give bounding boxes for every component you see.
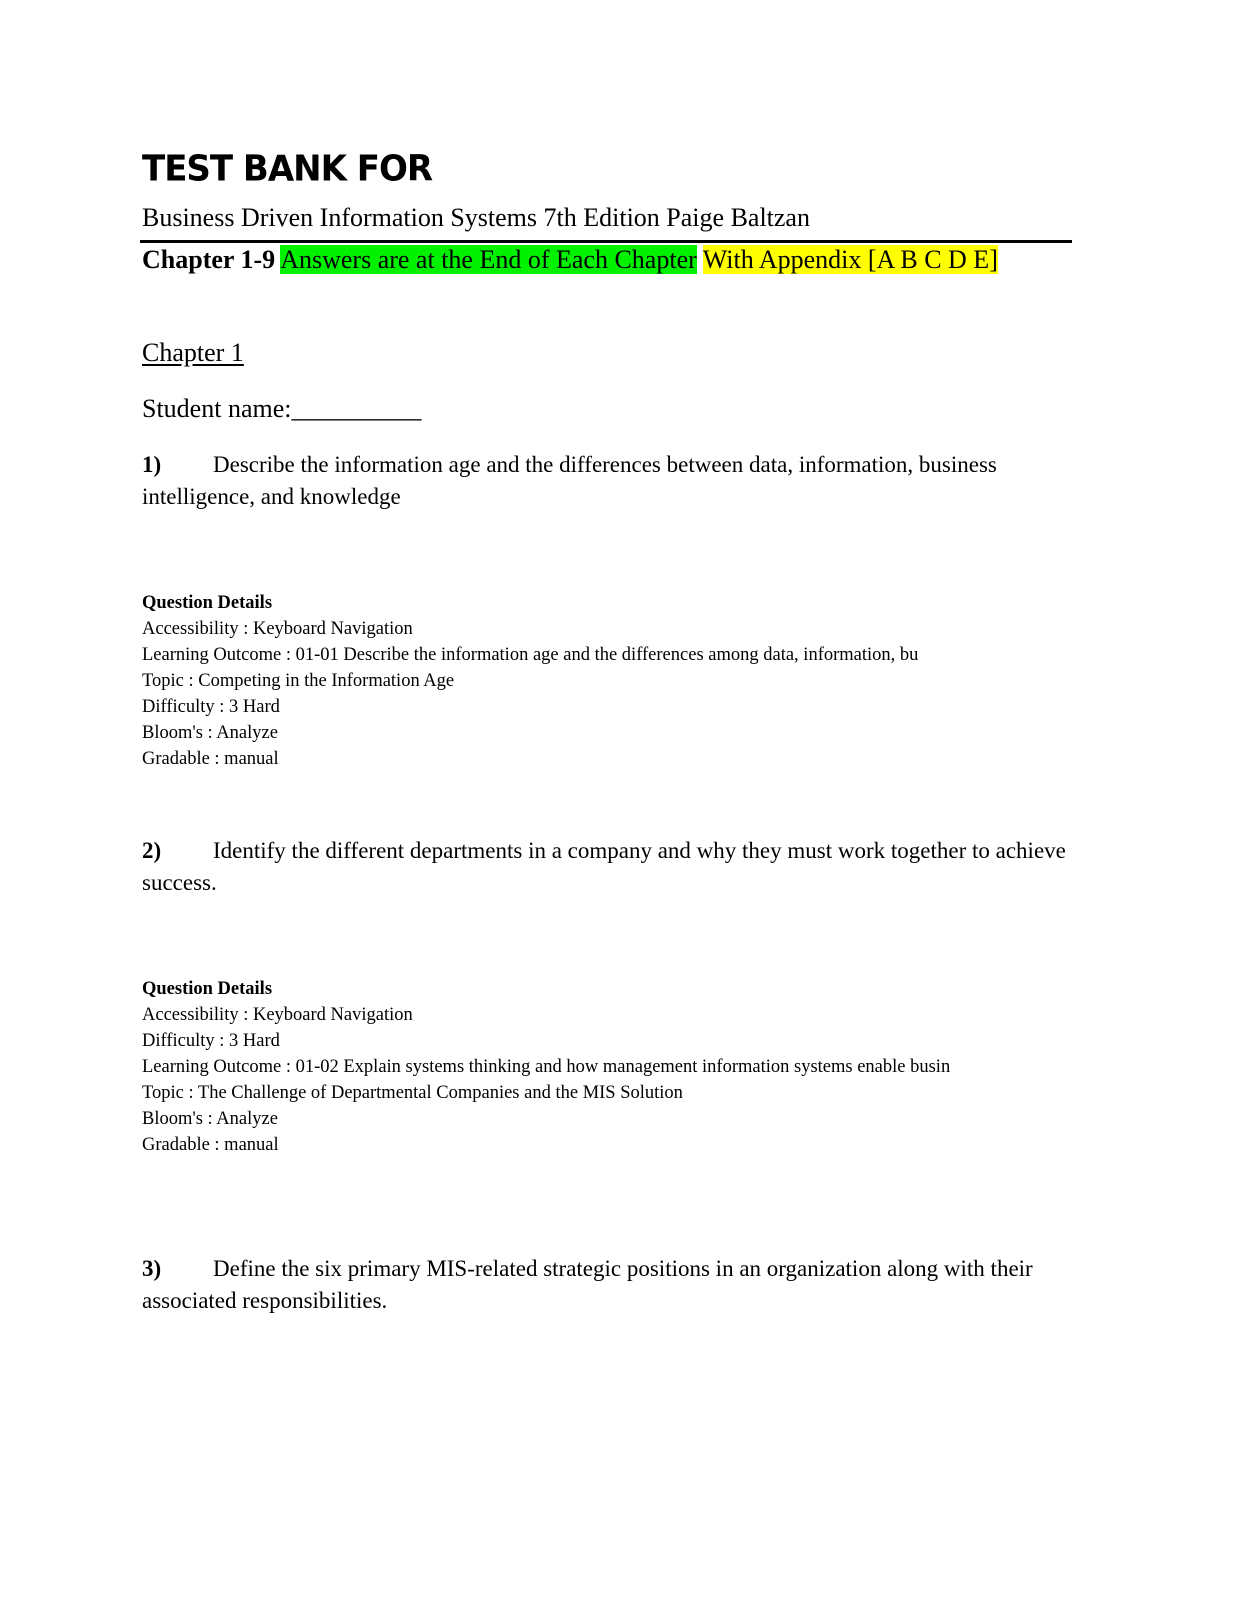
chapter-range-line	[142, 245, 998, 275]
question-text: Define the six primary MIS-related strategic positions in an organization along with their associated responsibilities.	[142, 1256, 1033, 1313]
detail-line: Bloom's : Analyze	[142, 723, 278, 743]
question-2	[142, 835, 1077, 899]
question-3	[142, 1253, 1077, 1317]
detail-line: Topic : Competing in the Information Age	[142, 671, 455, 691]
question-2-details	[142, 976, 950, 1158]
details-heading: Question Details	[142, 979, 273, 999]
detail-line: Difficulty : 3 Hard	[142, 697, 280, 717]
header-rule	[140, 240, 1072, 243]
detail-line: Gradable : manual	[142, 1135, 279, 1155]
student-name-label: Student name:__________	[142, 394, 422, 423]
question-number: 2)	[142, 838, 162, 863]
document-title: TEST BANK FOR	[142, 148, 433, 190]
question-text: Describe the information age and the differences between data, information, business intelligence, and knowledge	[142, 452, 997, 509]
detail-line: Topic : The Challenge of Departmental Companies and the MIS Solution	[142, 1083, 683, 1103]
question-text: Identify the different departments in a company and why they must work together to achieve success.	[142, 838, 1066, 895]
detail-line: Bloom's : Analyze	[142, 1109, 278, 1129]
detail-line: Learning Outcome : 01-01 Describe the information age and the differences among data, information, bu	[142, 645, 919, 665]
detail-line: Accessibility : Keyboard Navigation	[142, 1005, 413, 1025]
detail-line: Learning Outcome : 01-02 Explain systems thinking and how management information systems enable busin	[142, 1057, 951, 1077]
question-number: 1)	[142, 452, 162, 477]
question-number: 3)	[142, 1256, 162, 1281]
details-heading: Question Details	[142, 593, 273, 613]
detail-line: Difficulty : 3 Hard	[142, 1031, 280, 1051]
appendix-note-highlight: With Appendix [A B C D E]	[702, 245, 998, 274]
book-subtitle: Business Driven Information Systems 7th Edition Paige Baltzan	[142, 203, 810, 232]
chapter-heading: Chapter 1	[142, 338, 244, 367]
chapter-range: Chapter 1-9	[142, 245, 276, 274]
detail-line: Gradable : manual	[142, 749, 279, 769]
question-1	[142, 449, 1077, 513]
detail-line: Accessibility : Keyboard Navigation	[142, 619, 413, 639]
answers-note-highlight: Answers are at the End of Each Chapter	[280, 245, 697, 274]
question-1-details	[142, 590, 918, 772]
